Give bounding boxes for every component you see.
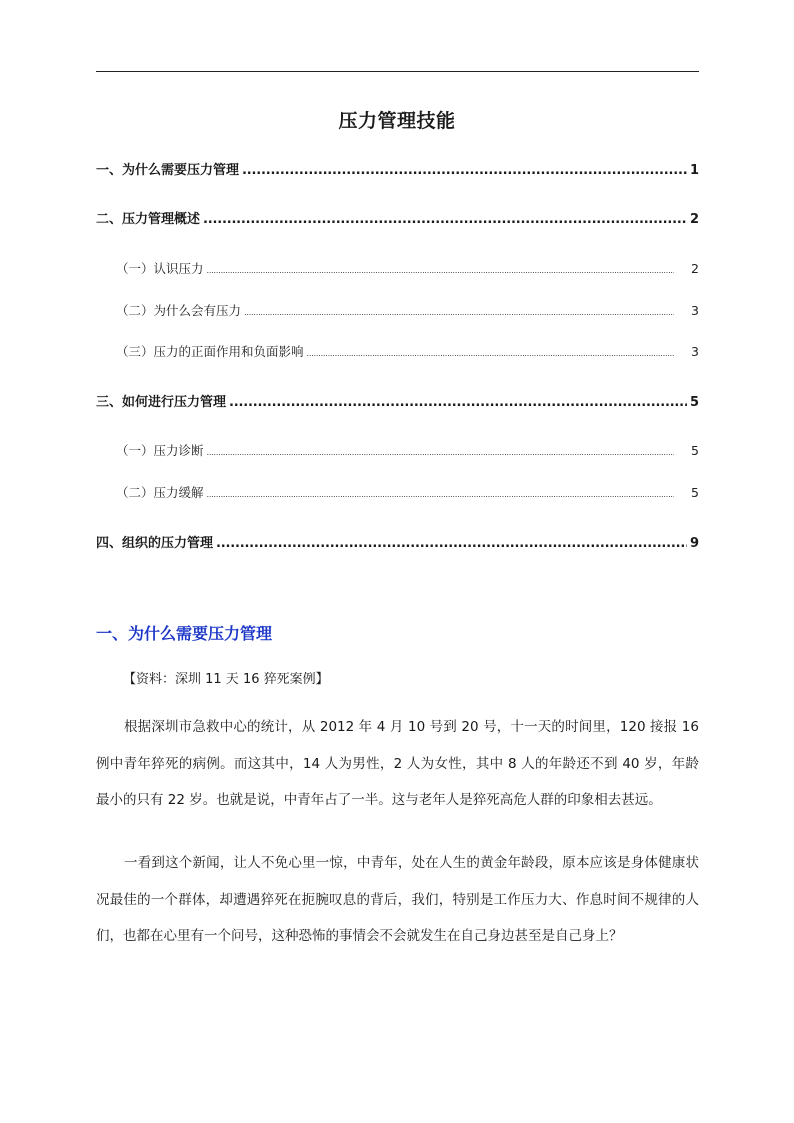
toc-page-number: 3 xyxy=(691,303,699,318)
toc-entry-3-2[interactable] xyxy=(116,483,699,501)
document-title: 压力管理技能 xyxy=(338,110,456,132)
toc-leader-dots xyxy=(203,212,687,227)
toc-leader-dots xyxy=(242,163,687,178)
toc-entry-label: （二）为什么会有压力 xyxy=(116,303,242,318)
toc-entry-2-3[interactable] xyxy=(116,342,699,360)
toc-leader-dots xyxy=(244,308,674,317)
toc-page-number: 5 xyxy=(691,443,699,458)
toc-entry-label: （一）压力诊断 xyxy=(116,443,204,458)
toc-leader-dots xyxy=(307,349,674,358)
toc-page-number: 9 xyxy=(689,536,699,551)
toc-entry-label: 三、如何进行压力管理 xyxy=(96,395,227,410)
header-rule xyxy=(96,71,699,72)
toc-entry-label: （一）认识压力 xyxy=(116,261,204,276)
toc-leader-dots xyxy=(207,490,674,499)
toc-page-number: 1 xyxy=(689,163,699,178)
toc-leader-dots xyxy=(207,448,674,457)
toc-entry-3[interactable] xyxy=(96,391,699,410)
section-heading: 一、为什么需要压力管理 xyxy=(96,624,273,643)
toc-entry-4[interactable] xyxy=(96,532,699,551)
toc-entry-2[interactable] xyxy=(96,208,699,227)
toc-entry-label: （三）压力的正面作用和负面影响 xyxy=(116,344,304,359)
toc-entry-2-2[interactable] xyxy=(116,301,699,319)
toc-entry-label: 一、为什么需要压力管理 xyxy=(96,163,240,178)
toc-entry-label: （二）压力缓解 xyxy=(116,485,204,500)
toc-page-number: 2 xyxy=(689,212,699,227)
toc-page-number: 3 xyxy=(691,344,699,359)
toc-page-number: 5 xyxy=(689,395,699,410)
toc-page-number: 5 xyxy=(691,485,699,500)
toc-leader-dots xyxy=(216,536,687,551)
toc-leader-dots xyxy=(207,266,674,275)
toc-page-number: 2 xyxy=(691,261,699,276)
toc-entry-label: 二、压力管理概述 xyxy=(96,212,201,227)
body-paragraph: 根据深圳市急救中心的统计，从 2012 年 4 月 10 号到 20 号，十一天的时间里，120 接报 16 例中青年猝死的病例。而这其中，14 人为男性，2 人为女性，其中 8 人的年龄还不到 40 岁，年龄最小的只有 22 岁。也就是说，中青年占了一半。这与老年人是猝死高危人群的印象相去甚远。 xyxy=(96,719,699,808)
body-paragraph: 一看到这个新闻，让人不免心里一惊，中青年，处在人生的黄金年龄段，原本应该是身体健康状况最佳的一个群体，却遭遇猝死在扼腕叹息的背后，我们，特别是工作压力大、作息时间不规律的人们，也都在心里有一个问号，这种恐怖的事情会不会就发生在自己身边甚至是自己身上？ xyxy=(96,855,699,944)
toc-entry-1[interactable] xyxy=(96,159,699,178)
toc-entry-label: 四、组织的压力管理 xyxy=(96,536,214,551)
source-citation: 【资料：深圳 11 天 16 猝死案例】 xyxy=(123,672,329,687)
toc-entry-3-1[interactable] xyxy=(116,441,699,459)
toc-leader-dots xyxy=(229,395,687,410)
toc-entry-2-1[interactable] xyxy=(116,259,699,277)
